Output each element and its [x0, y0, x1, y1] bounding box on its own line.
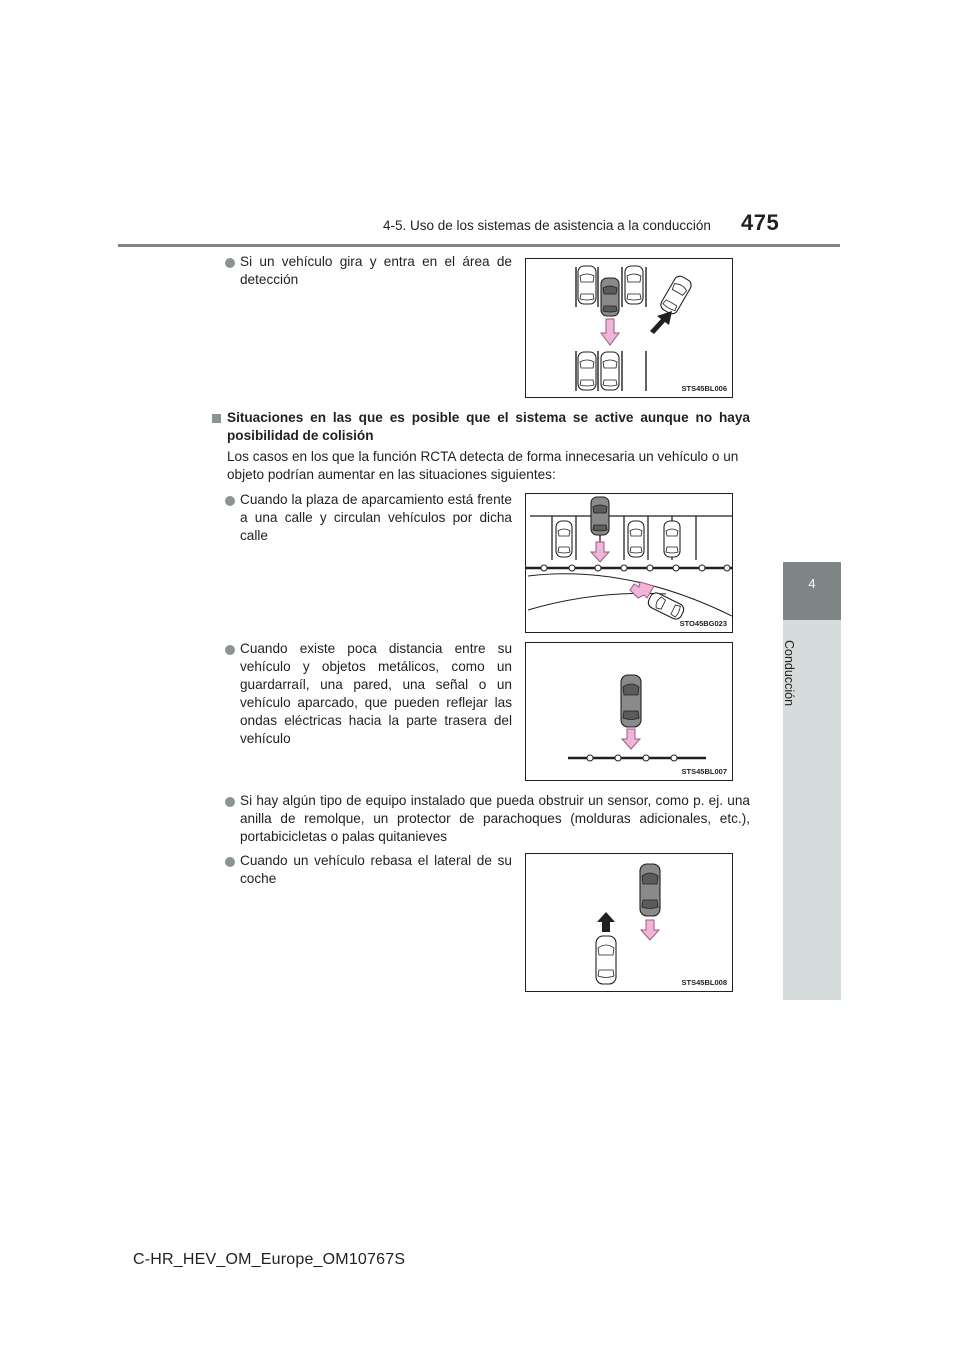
bullet-text-1: Si un vehículo gira y entra en el área de detección: [240, 254, 512, 287]
figure-id: STS45BL007: [681, 767, 727, 776]
page-number: 475: [741, 210, 780, 235]
subheading: Situaciones en las que es posible que el sistema se active aunque no haya posibilidad de colisión: [227, 410, 750, 443]
header-rule: [118, 244, 840, 247]
bullet-icon: [225, 797, 235, 807]
figure-street-traffic: [525, 493, 733, 633]
chapter-tab: [783, 562, 841, 620]
bullet-text-4: Si hay algún tipo de equipo instalado que pueda obstruir un sensor, como p. ej. una anilla de remolque, un protector de parachoques (molduras adicionales, etc.), portabicicletas o palas quitanieves: [240, 793, 750, 844]
figure-id: STO45BG023: [679, 619, 727, 628]
intro-paragraph: Los casos en los que la función RCTA detecta de forma innecesaria un vehículo o un objeto podrían aumentar en las situaciones siguientes:: [227, 449, 739, 482]
bullet-text-2: Cuando la plaza de aparcamiento está frente a una calle y circulan vehículos por dicha calle: [240, 492, 512, 543]
bullet-icon: [225, 258, 235, 268]
figure-turning-vehicle: [525, 258, 733, 398]
chapter-label: Conducción: [782, 640, 796, 707]
bullet-text-3: Cuando existe poca distancia entre su vehículo y objetos metálicos, como un guardarraíl, una pared, una señal o un vehículo aparcado, que pueden reflejar las ondas eléctricas hacia la parte trasera del vehículo: [240, 641, 512, 746]
bullet-text-5: Cuando un vehículo rebasa el lateral de su coche: [240, 853, 512, 886]
figure-metal-objects: [525, 642, 733, 781]
section-marker-icon: [212, 414, 221, 423]
figure-id: STS45BL006: [681, 384, 727, 393]
section-title: 4-5. Uso de los sistemas de asistencia a la conducción: [383, 218, 711, 233]
bullet-icon: [225, 496, 235, 506]
figure-passing-vehicle: [525, 853, 733, 992]
figure-id: STS45BL008: [681, 978, 727, 987]
bullet-icon: [225, 857, 235, 867]
chapter-number: 4: [808, 576, 816, 591]
bullet-icon: [225, 645, 235, 655]
footer-code: C-HR_HEV_OM_Europe_OM10767S: [133, 1251, 406, 1268]
